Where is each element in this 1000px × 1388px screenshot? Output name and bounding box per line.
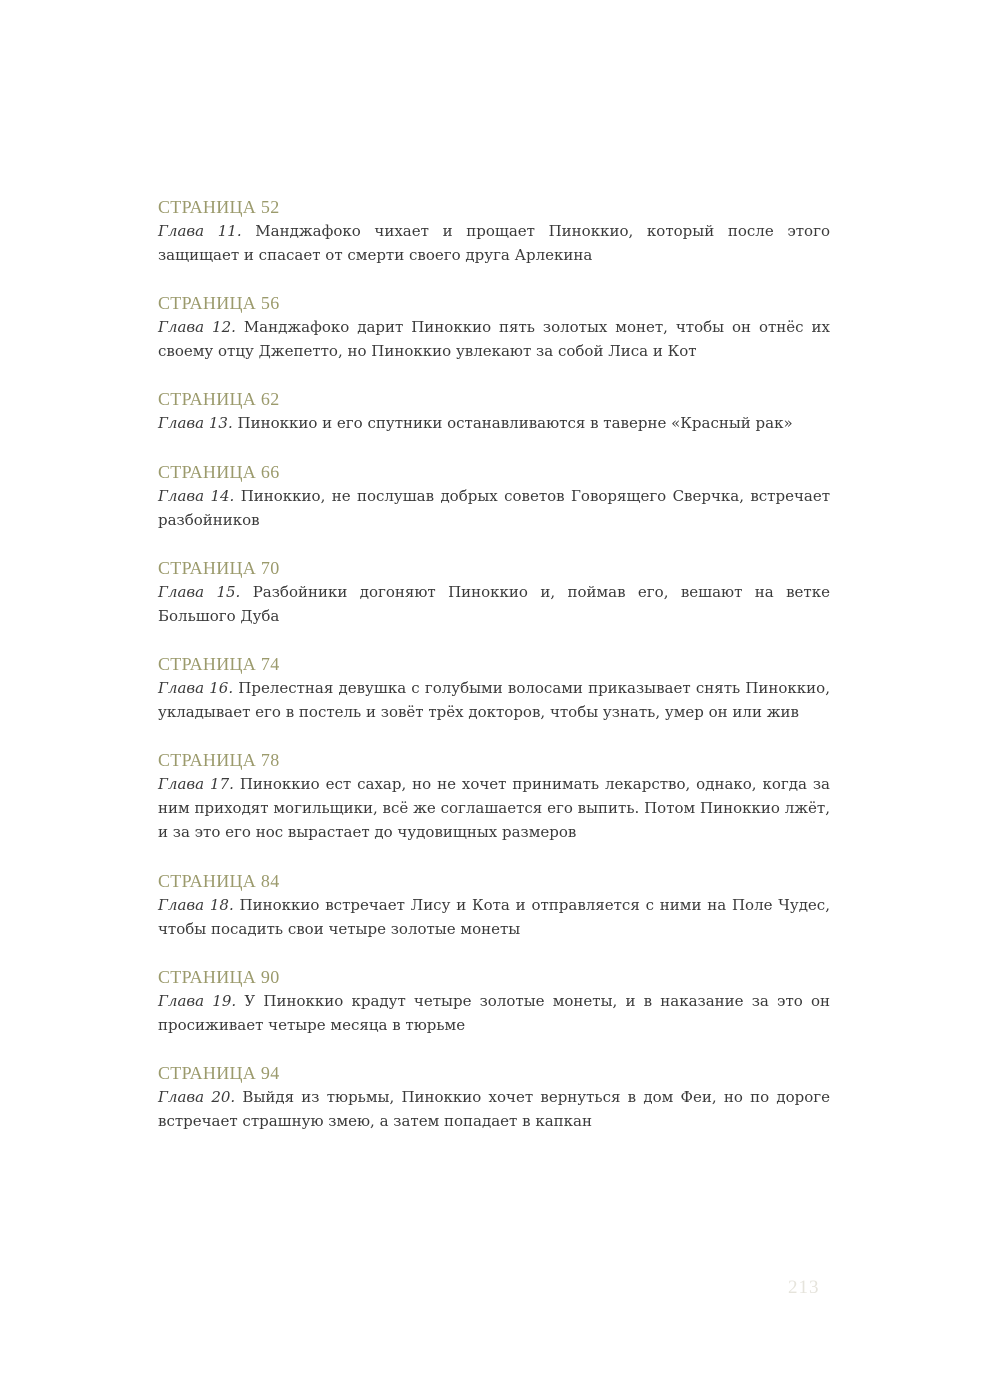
entry-description [158, 1085, 830, 1133]
chapter-label: Глава 17. [158, 775, 234, 793]
chapter-label: Глава 19. [158, 992, 237, 1010]
entry-text: Разбойники догоняют Пиноккио и, поймав его, вешают на ветке Большого Дуба [158, 583, 830, 625]
toc-entry [158, 749, 830, 844]
page-label: СТРАНИЦА 84 [158, 871, 280, 891]
entry-text: Пиноккио и его спутники останавливаются в таверне «Красный рак» [237, 414, 793, 432]
toc-entry [158, 461, 830, 532]
entry-text: Манджафоко чихает и прощает Пиноккио, который после этого защищает и спасает от смерти своего друга Арлекина [158, 222, 830, 264]
entry-description [158, 484, 830, 532]
entry-description [158, 580, 830, 628]
page-label: СТРАНИЦА 90 [158, 967, 280, 987]
chapter-label: Глава 12. [158, 318, 236, 336]
entry-text: Пиноккио встречает Лису и Кота и отправляется с ними на Поле Чудес, чтобы посадить свои четыре золотые монеты [158, 896, 830, 938]
page-label: СТРАНИЦА 74 [158, 654, 280, 674]
page-label: СТРАНИЦА 56 [158, 293, 280, 313]
toc-entry [158, 388, 793, 435]
entry-text: Выйдя из тюрьмы, Пиноккио хочет вернуться в дом Феи, но по дороге встречает страшную змею, а затем попадает в капкан [158, 1088, 830, 1130]
entry-description [158, 989, 830, 1037]
page-label: СТРАНИЦА 52 [158, 197, 280, 217]
entry-text: Прелестная девушка с голубыми волосами приказывает снять Пиноккио, укладывает его в постель и зовёт трёх докторов, чтобы узнать, умер он или жив [158, 679, 830, 721]
entry-description [158, 219, 830, 267]
page-label: СТРАНИЦА 62 [158, 389, 280, 409]
toc-entry [158, 966, 830, 1037]
entry-text: Манджафоко дарит Пиноккио пять золотых монет, чтобы он отнёс их своему отцу Джепетто, но Пиноккио увлекают за собой Лиса и Кот [158, 318, 830, 360]
page-label: СТРАНИЦА 66 [158, 462, 280, 482]
chapter-label: Глава 18. [158, 896, 234, 914]
toc-entry [158, 292, 830, 363]
page-label: СТРАНИЦА 70 [158, 558, 280, 578]
entry-description [158, 893, 830, 941]
chapter-label: Глава 20. [158, 1088, 236, 1106]
page-label: СТРАНИЦА 78 [158, 750, 280, 770]
entry-text: У Пиноккио крадут четыре золотые монеты, и в наказание за это он просиживает четыре месяца в тюрьме [158, 992, 830, 1034]
toc-entry [158, 653, 830, 724]
entry-text: Пиноккио, не послушав добрых советов Говорящего Сверчка, встречает разбойников [158, 487, 830, 529]
page-number: 213 [788, 1277, 820, 1298]
page-label: СТРАНИЦА 94 [158, 1063, 280, 1083]
toc-entry [158, 1062, 830, 1133]
entry-text: Пиноккио ест сахар, но не хочет принимать лекарство, однако, когда за ним приходят могильщики, всё же соглашается его выпить. Потом Пиноккио лжёт, и за это его нос вырастает до чудовищных размеров [158, 775, 830, 841]
entry-description [158, 315, 830, 363]
chapter-label: Глава 16. [158, 679, 234, 697]
chapter-label: Глава 13. [158, 414, 233, 432]
entry-description [158, 772, 830, 844]
chapter-label: Глава 15. [158, 583, 241, 601]
toc-entry [158, 196, 830, 267]
chapter-label: Глава 11. [158, 222, 242, 240]
chapter-label: Глава 14. [158, 487, 235, 505]
entry-description [158, 411, 793, 435]
toc-entry [158, 557, 830, 628]
entry-description [158, 676, 830, 724]
toc-entry [158, 870, 830, 941]
